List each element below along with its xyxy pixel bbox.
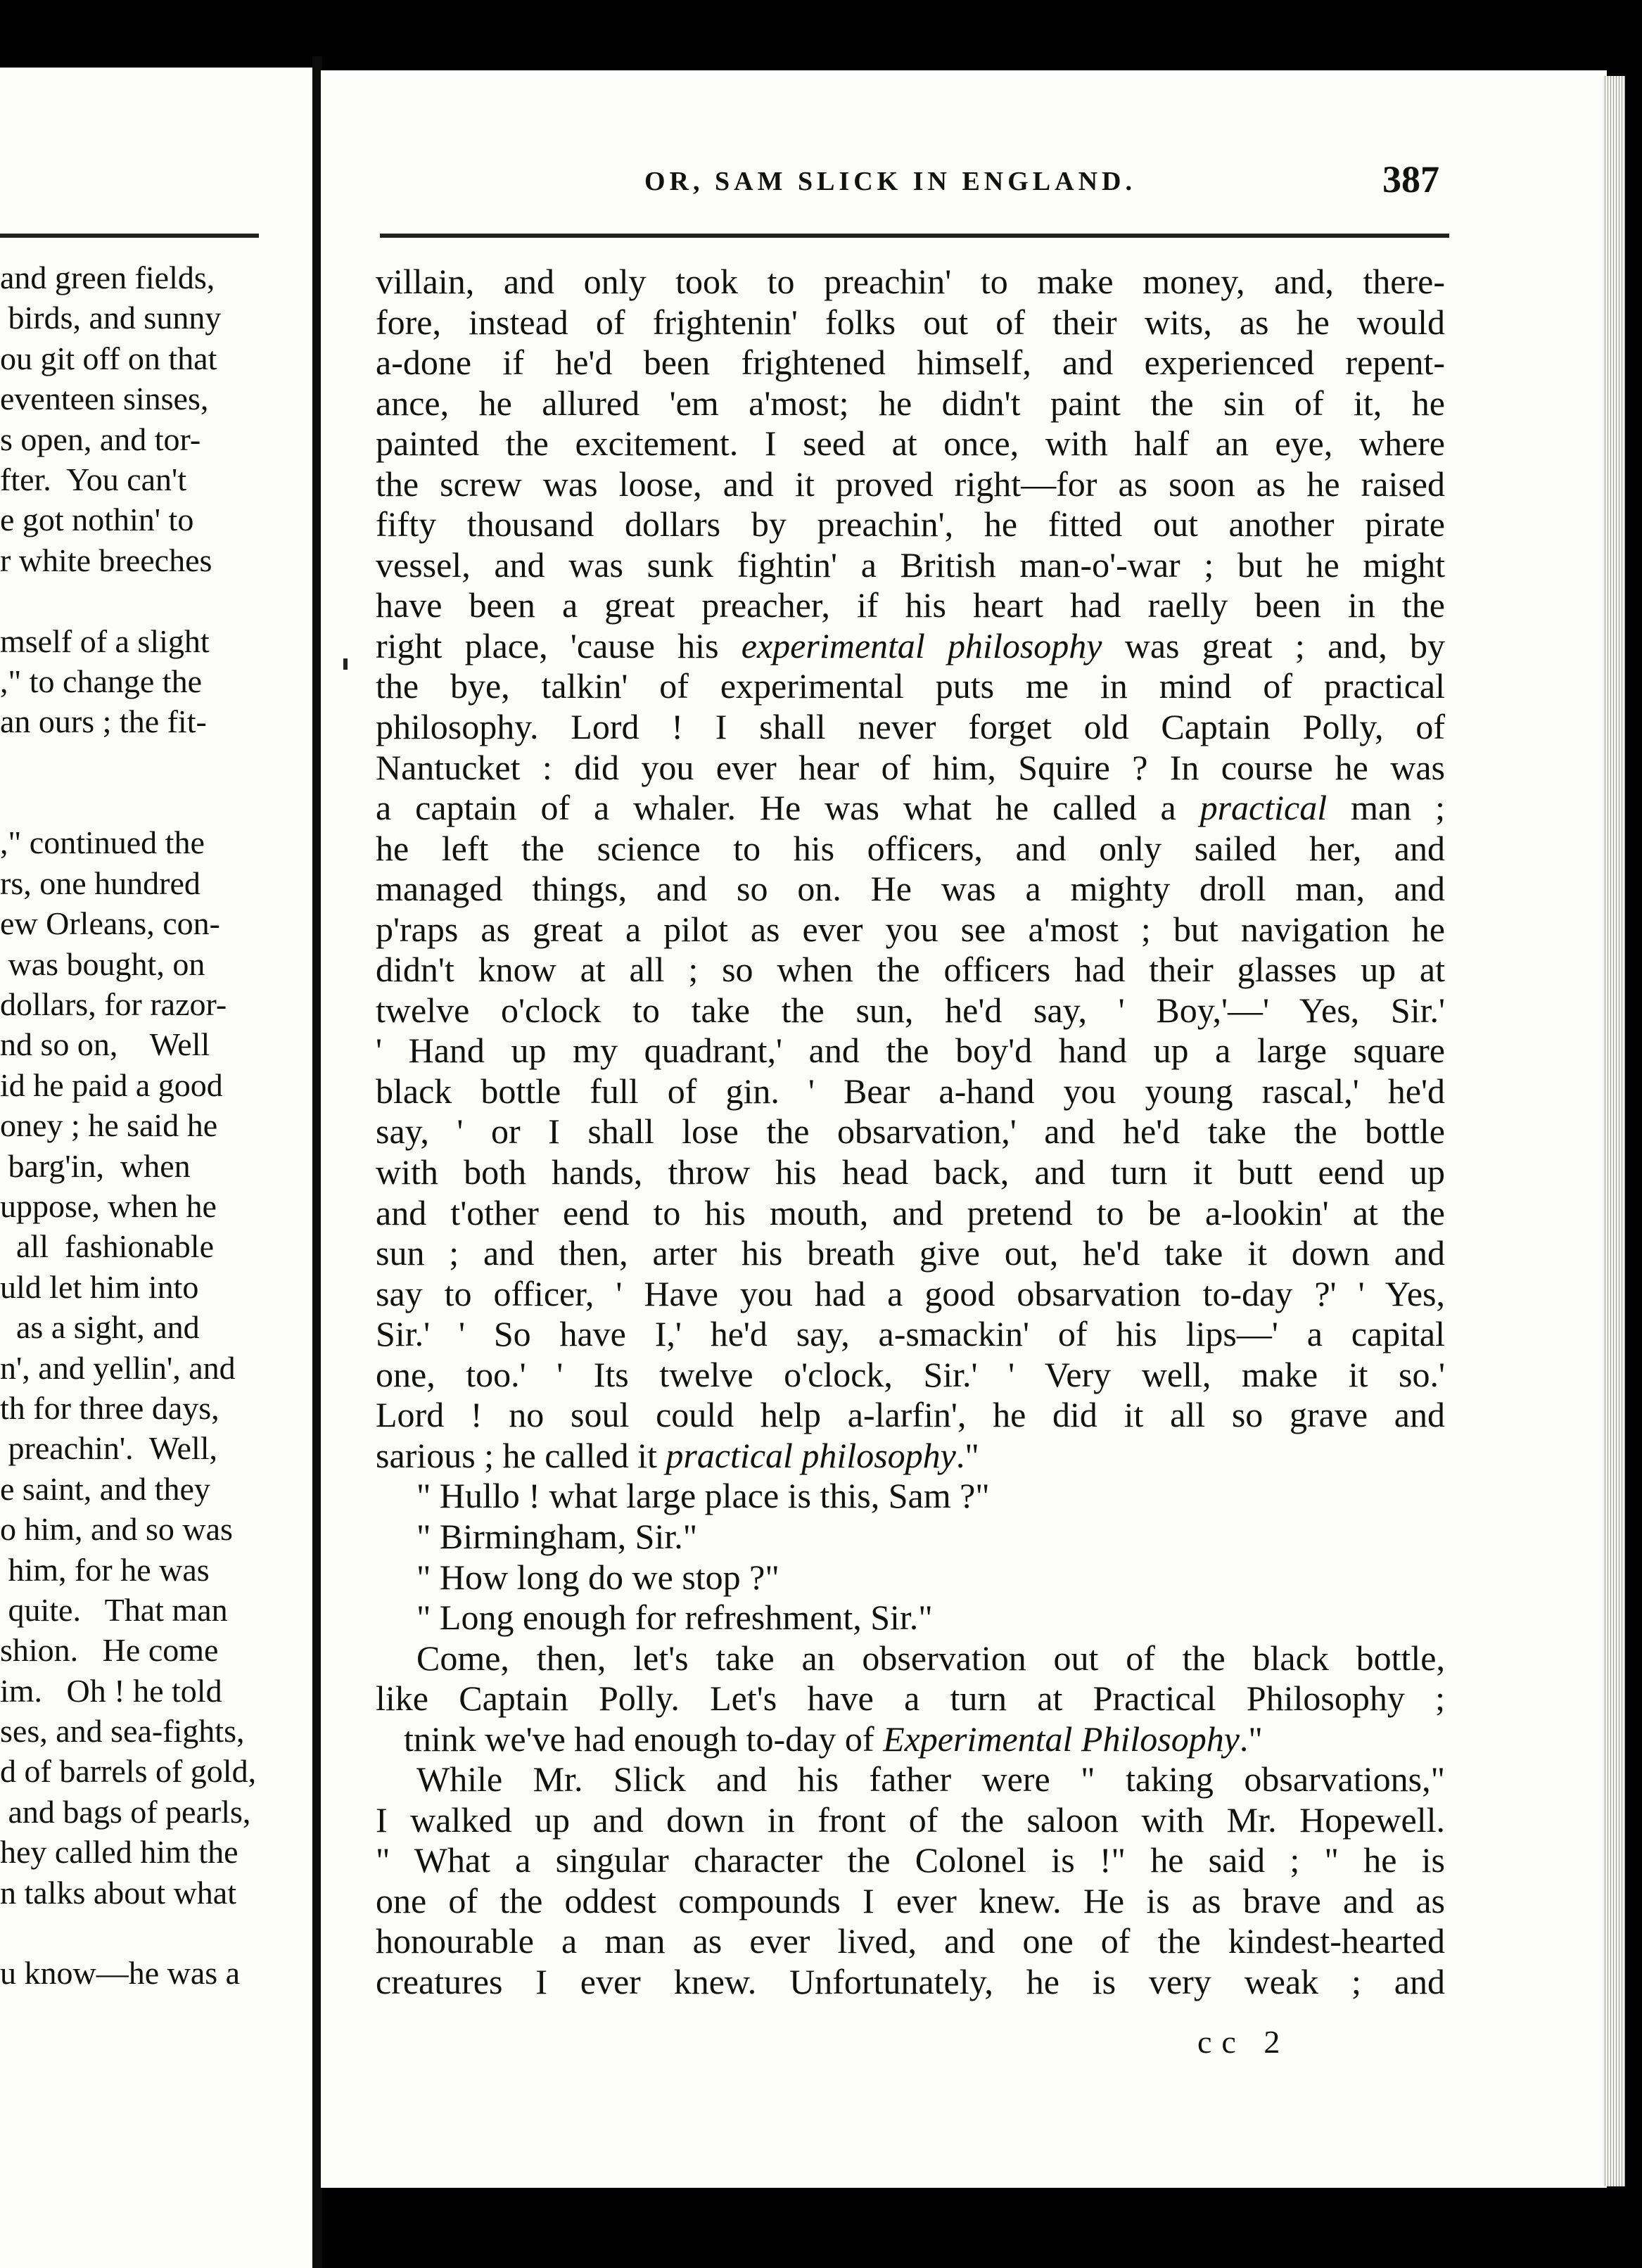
left-text-line: o him, and so was [0,1511,233,1548]
text-line: vessel, and was sunk fightin' a British man-o'-war ; but he might [376,544,1445,585]
left-text-line: n', and yellin', and [0,1349,236,1386]
left-text-line: as a sight, and [0,1309,200,1346]
left-text-line: nd so on, Well [0,1026,210,1063]
text-line: fifty thousand dollars by preachin', he fitted out another pirate [376,504,1445,544]
text-run: man ; [1327,788,1445,828]
left-text-line: uld let him into [0,1268,199,1305]
left-text-line: and green fields, [0,260,215,295]
text-line: While Mr. Slick and his father were " taking obsarvations," [416,1759,1445,1799]
header-rule [380,234,1449,238]
text-line [376,1719,1445,1760]
text-line: managed things, and so on. He was a mighty droll man, and [376,869,1445,909]
text-line: a-done if he'd been frightened himself, and experienced repent- [376,343,1445,383]
text-line: painted the excitement. I seed at once, with half an eye, where [376,423,1445,464]
left-text-line: rs, one hundred [0,865,201,901]
left-text-line: id he paid a good [0,1066,223,1103]
text-line: creatures I ever knew. Unfortunately, he is very weak ; and [376,1961,1445,2001]
left-text-line: e got nothin' to [0,502,194,538]
text-line: say, ' or I shall lose the obsarvation,' and he'd take the bottle [376,1111,1445,1152]
italic-phrase: practical [1199,788,1328,828]
left-text-line: uppose, when he [0,1187,217,1224]
page-edges [1603,76,1625,2186]
left-text-line: ," to change the [0,663,203,699]
text-line: one of the oddest compounds I ever knew. He is as brave and as [376,1880,1445,1920]
margin-mark [343,658,348,670]
left-head-rule [0,234,259,238]
facing-page-left [0,68,312,2268]
text-line: and t'other eend to his mouth, and pretend to be a-lookin' at the [376,1192,1445,1232]
running-head: OR, SAM SLICK IN ENGLAND. [644,167,1136,196]
text-line: say to officer, ' Have you had a good obsarvation to-day ?' ' Yes, [376,1273,1445,1313]
text-run: ." [955,1435,979,1475]
left-text-line: quite. That man [0,1591,228,1628]
text-line: ance, he allured 'em a'most; he didn't paint the sin of it, he [376,383,1445,423]
left-text-line: th for three days, [0,1389,219,1426]
text-line: the bye, talkin' of experimental puts me in mind of practical [376,666,1445,706]
text-line: villain, and only took to preachin' to make money, and, there- [376,262,1445,301]
text-line: " Long enough for refreshment, Sir." [416,1598,933,1638]
text-line: Sir.' ' So have I,' he'd say, a-smackin' of his lips—' a capital [376,1314,1445,1354]
text-line: p'raps as great a pilot as ever you see a'most ; but navigation he [376,909,1445,949]
left-text-line [0,1913,310,1953]
body-text [376,262,1445,2003]
left-text-line: and bags of pearls, [0,1793,251,1830]
italic-phrase: Experimental Philosophy [883,1719,1240,1759]
left-text-line: n talks about what [0,1874,236,1911]
text-line: philosophy. Lord ! I shall never forget old Captain Polly, of [376,707,1445,747]
left-text-line: fter. You can't [0,461,187,497]
text-line [376,626,1445,667]
text-line: honourable a man as ever lived, and one of the kindest-hearted [376,1921,1445,1961]
text-line: didn't know at all ; so when the officers had their glasses up at [376,950,1445,990]
left-text-line [0,742,310,782]
text-line: Come, then, let's take an observation out of the black bottle, [416,1638,1445,1678]
page-number: 387 [1382,158,1439,200]
text-line: sun ; and then, arter his breath give out, he'd take it down and [376,1233,1445,1273]
text-run: was great ; and, by [1102,625,1446,665]
text-line: " Hullo ! what large place is this, Sam ?" [416,1476,990,1516]
signature-mark: cc 2 [1197,2024,1290,2060]
left-text-line [0,580,310,620]
left-text-line: was bought, on [0,945,205,982]
left-text-line: mself of a slight [0,623,210,659]
left-text-line: shion. He come [0,1632,219,1669]
left-text-line: s open, and tor- [0,421,201,457]
left-text-line [0,782,310,822]
text-line: " Birmingham, Sir." [416,1516,698,1556]
text-line: with both hands, throw his head back, and turn it butt eend up [376,1152,1445,1192]
left-text-line: ew Orleans, con- [0,905,220,942]
left-text-line: ses, and sea-fights, [0,1713,245,1750]
text-line: he left the science to his officers, and only sailed her, and [376,828,1445,868]
text-line: " How long do we stop ?" [416,1557,779,1597]
left-text-line: ," continued the [0,824,205,861]
left-text-line: eventeen sinses, [0,381,209,417]
text-line: " What a singular character the Colonel is !" he said ; " he is [376,1840,1445,1880]
left-text-line: r white breeches [0,542,212,578]
left-text-line: u know—he was a [0,1955,241,1992]
text-run: right place, 'cause his [376,625,742,665]
italic-phrase: practical philosophy [666,1435,956,1475]
left-text-line: e saint, and they [0,1470,210,1507]
text-line [376,1436,1445,1477]
text-line [376,788,1445,829]
text-line: the screw was loose, and it proved right—for as soon as he raised [376,464,1445,504]
left-text-line: preachin'. Well, [0,1430,218,1467]
left-text-line: him, for he was [0,1551,210,1588]
left-text-line: all fashionable [0,1228,215,1265]
text-run: sarious ; he called it [376,1435,666,1475]
italic-phrase: experimental philosophy [741,625,1102,665]
left-text-line: im. Oh ! he told [0,1672,222,1709]
text-run: ." [1239,1719,1263,1759]
left-text-line: hey called him the [0,1834,238,1871]
left-text-line: barg'in, when [0,1147,191,1184]
text-line: ' Hand up my quadrant,' and the boy'd hand up a large square [376,1031,1445,1071]
text-line: Lord ! no soul could help a-larfin', he did it all so grave and [376,1395,1445,1435]
text-line: twelve o'clock to take the sun, he'd say, ' Boy,'—' Yes, Sir.' [376,990,1445,1030]
left-text-line: birds, and sunny [0,300,222,336]
left-text-line: oney ; he said he [0,1107,218,1144]
text-line: fore, instead of frightenin' folks out of their wits, as he would [376,302,1445,342]
text-run: a captain of a whaler. He was what he called a [376,788,1200,828]
text-line: I walked up and down in front of the saloon with Mr. Hopewell. [376,1799,1445,1840]
left-text-line: d of barrels of gold, [0,1753,257,1790]
left-text-line: an ours ; the fit- [0,703,207,740]
left-text-line: dollars, for razor- [0,986,227,1023]
text-line: black bottle full of gin. ' Bear a-hand you young rascal,' he'd [376,1071,1445,1111]
text-line: like Captain Polly. Let's have a turn at Practical Philosophy ; [376,1678,1445,1719]
text-run: tnink we've had enough to-day of [404,1719,884,1759]
text-line: Nantucket : did you ever hear of him, Squire ? In course he was [376,747,1445,787]
text-line: have been a great preacher, if his heart had raelly been in the [376,585,1445,625]
left-text-line: ou git off on that [0,340,217,376]
left-page-text [0,257,310,1994]
text-line: one, too.' ' Its twelve o'clock, Sir.' ' Very well, make it so.' [376,1354,1445,1394]
